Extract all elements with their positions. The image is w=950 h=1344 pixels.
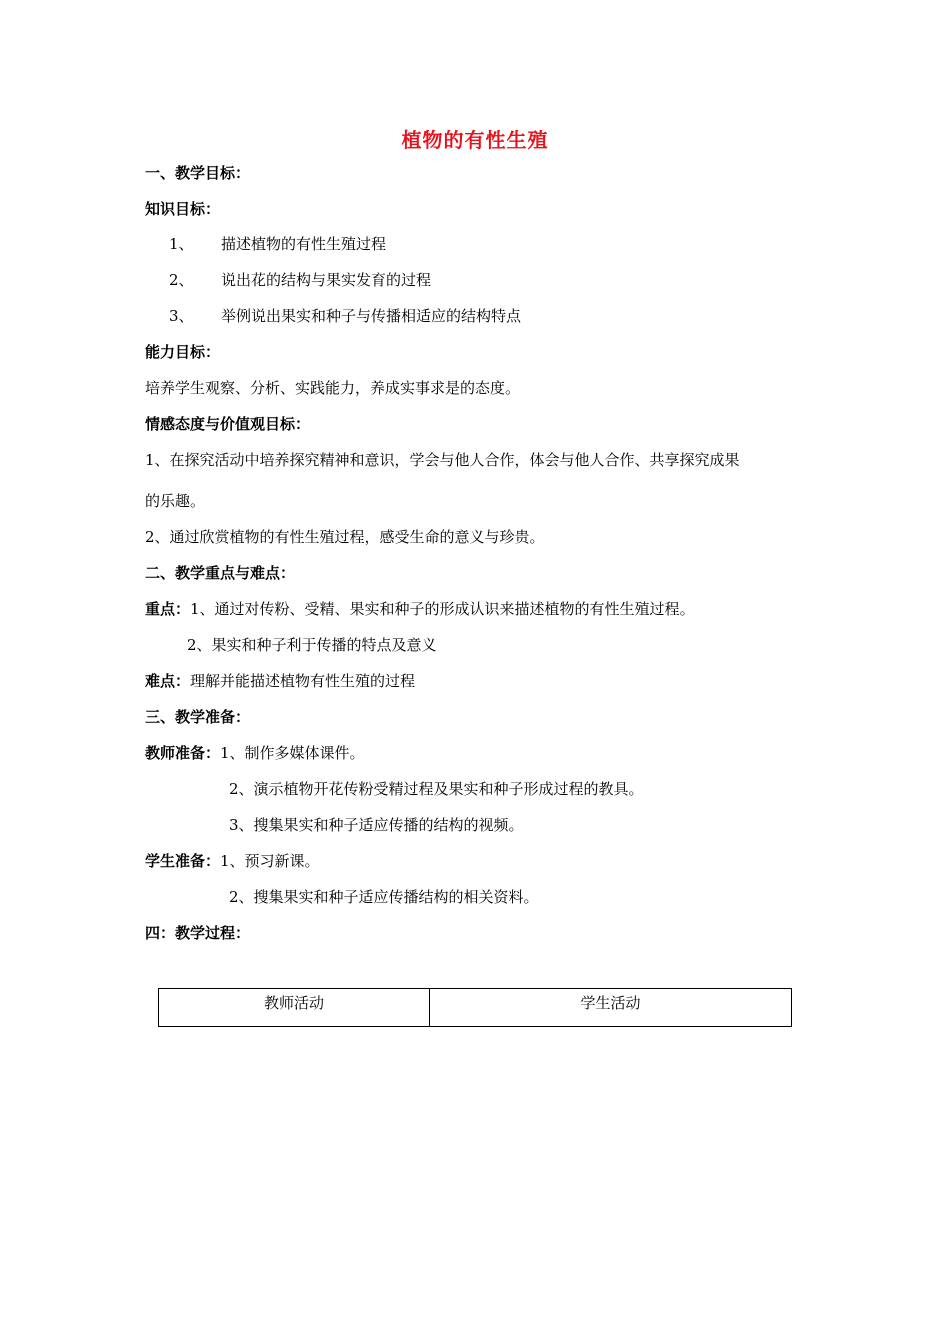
student-prep-item-2: 2、搜集果实和种子适应传播结构的相关资料。 (229, 888, 539, 906)
list-number: 3、 (169, 307, 194, 325)
table-header-teacher: 教师活动 (159, 989, 430, 1027)
list-number: 2、 (169, 271, 194, 289)
knowledge-item (169, 270, 431, 290)
subheading-knowledge: 知识目标： (145, 200, 221, 218)
emotion-item-2: 2、通过欣赏植物的有性生殖过程，感受生命的意义与珍贵。 (145, 528, 545, 546)
subheading-ability: 能力目标： (145, 343, 221, 361)
knowledge-item (169, 306, 521, 326)
student-prep-text: 1、预习新课。 (220, 852, 320, 870)
subheading-emotion: 情感态度与价值观目标： (145, 415, 311, 433)
student-prep-label: 学生准备： (145, 852, 221, 870)
teacher-prep-item-3: 3、搜集果实和种子适应传播的结构的视频。 (229, 816, 524, 834)
key-point-item-2: 2、果实和种子利于传播的特点及意义 (187, 636, 437, 654)
table-header-student: 学生活动 (430, 989, 792, 1027)
emotion-item-1-line-2: 的乐趣。 (145, 492, 206, 510)
page-title: 植物的有性生殖 (401, 128, 549, 152)
list-text: 描述植物的有性生殖过程 (221, 235, 387, 253)
teacher-prep-label: 教师准备： (145, 744, 221, 762)
difficulty-text: 理解并能描述植物有性生殖的过程 (190, 672, 416, 690)
table-row (159, 989, 792, 1027)
difficulty-label: 难点： (145, 672, 191, 690)
student-prep-item-1 (145, 851, 320, 871)
section-heading-preparation: 三、教学准备： (145, 708, 251, 726)
teaching-process-table (158, 988, 792, 1027)
teacher-prep-item-1 (145, 743, 365, 763)
teacher-prep-text: 1、制作多媒体课件。 (220, 744, 365, 762)
list-text: 举例说出果实和种子与传播相适应的结构特点 (221, 307, 522, 325)
list-number: 1、 (169, 235, 194, 253)
ability-text: 培养学生观察、分析、实践能力，养成实事求是的态度。 (145, 379, 521, 397)
key-point-text: 1、通过对传粉、受精、果实和种子的形成认识来描述植物的有性生殖过程。 (190, 600, 695, 618)
knowledge-item (169, 234, 386, 254)
section-heading-objectives: 一、教学目标： (145, 164, 251, 182)
emotion-item-1-line-1: 1、在探究活动中培养探究精神和意识，学会与他人合作，体会与他人合作、共享探究成果 (145, 451, 740, 469)
section-heading-process: 四：教学过程： (145, 924, 251, 942)
list-text: 说出花的结构与果实发育的过程 (221, 271, 432, 289)
key-point-label: 重点： (145, 600, 191, 618)
section-heading-key-points: 二、教学重点与难点： (145, 564, 296, 582)
difficulty-item (145, 671, 415, 691)
teacher-prep-item-2: 2、演示植物开花传粉受精过程及果实和种子形成过程的教具。 (229, 780, 644, 798)
key-point-item-1 (145, 599, 695, 619)
